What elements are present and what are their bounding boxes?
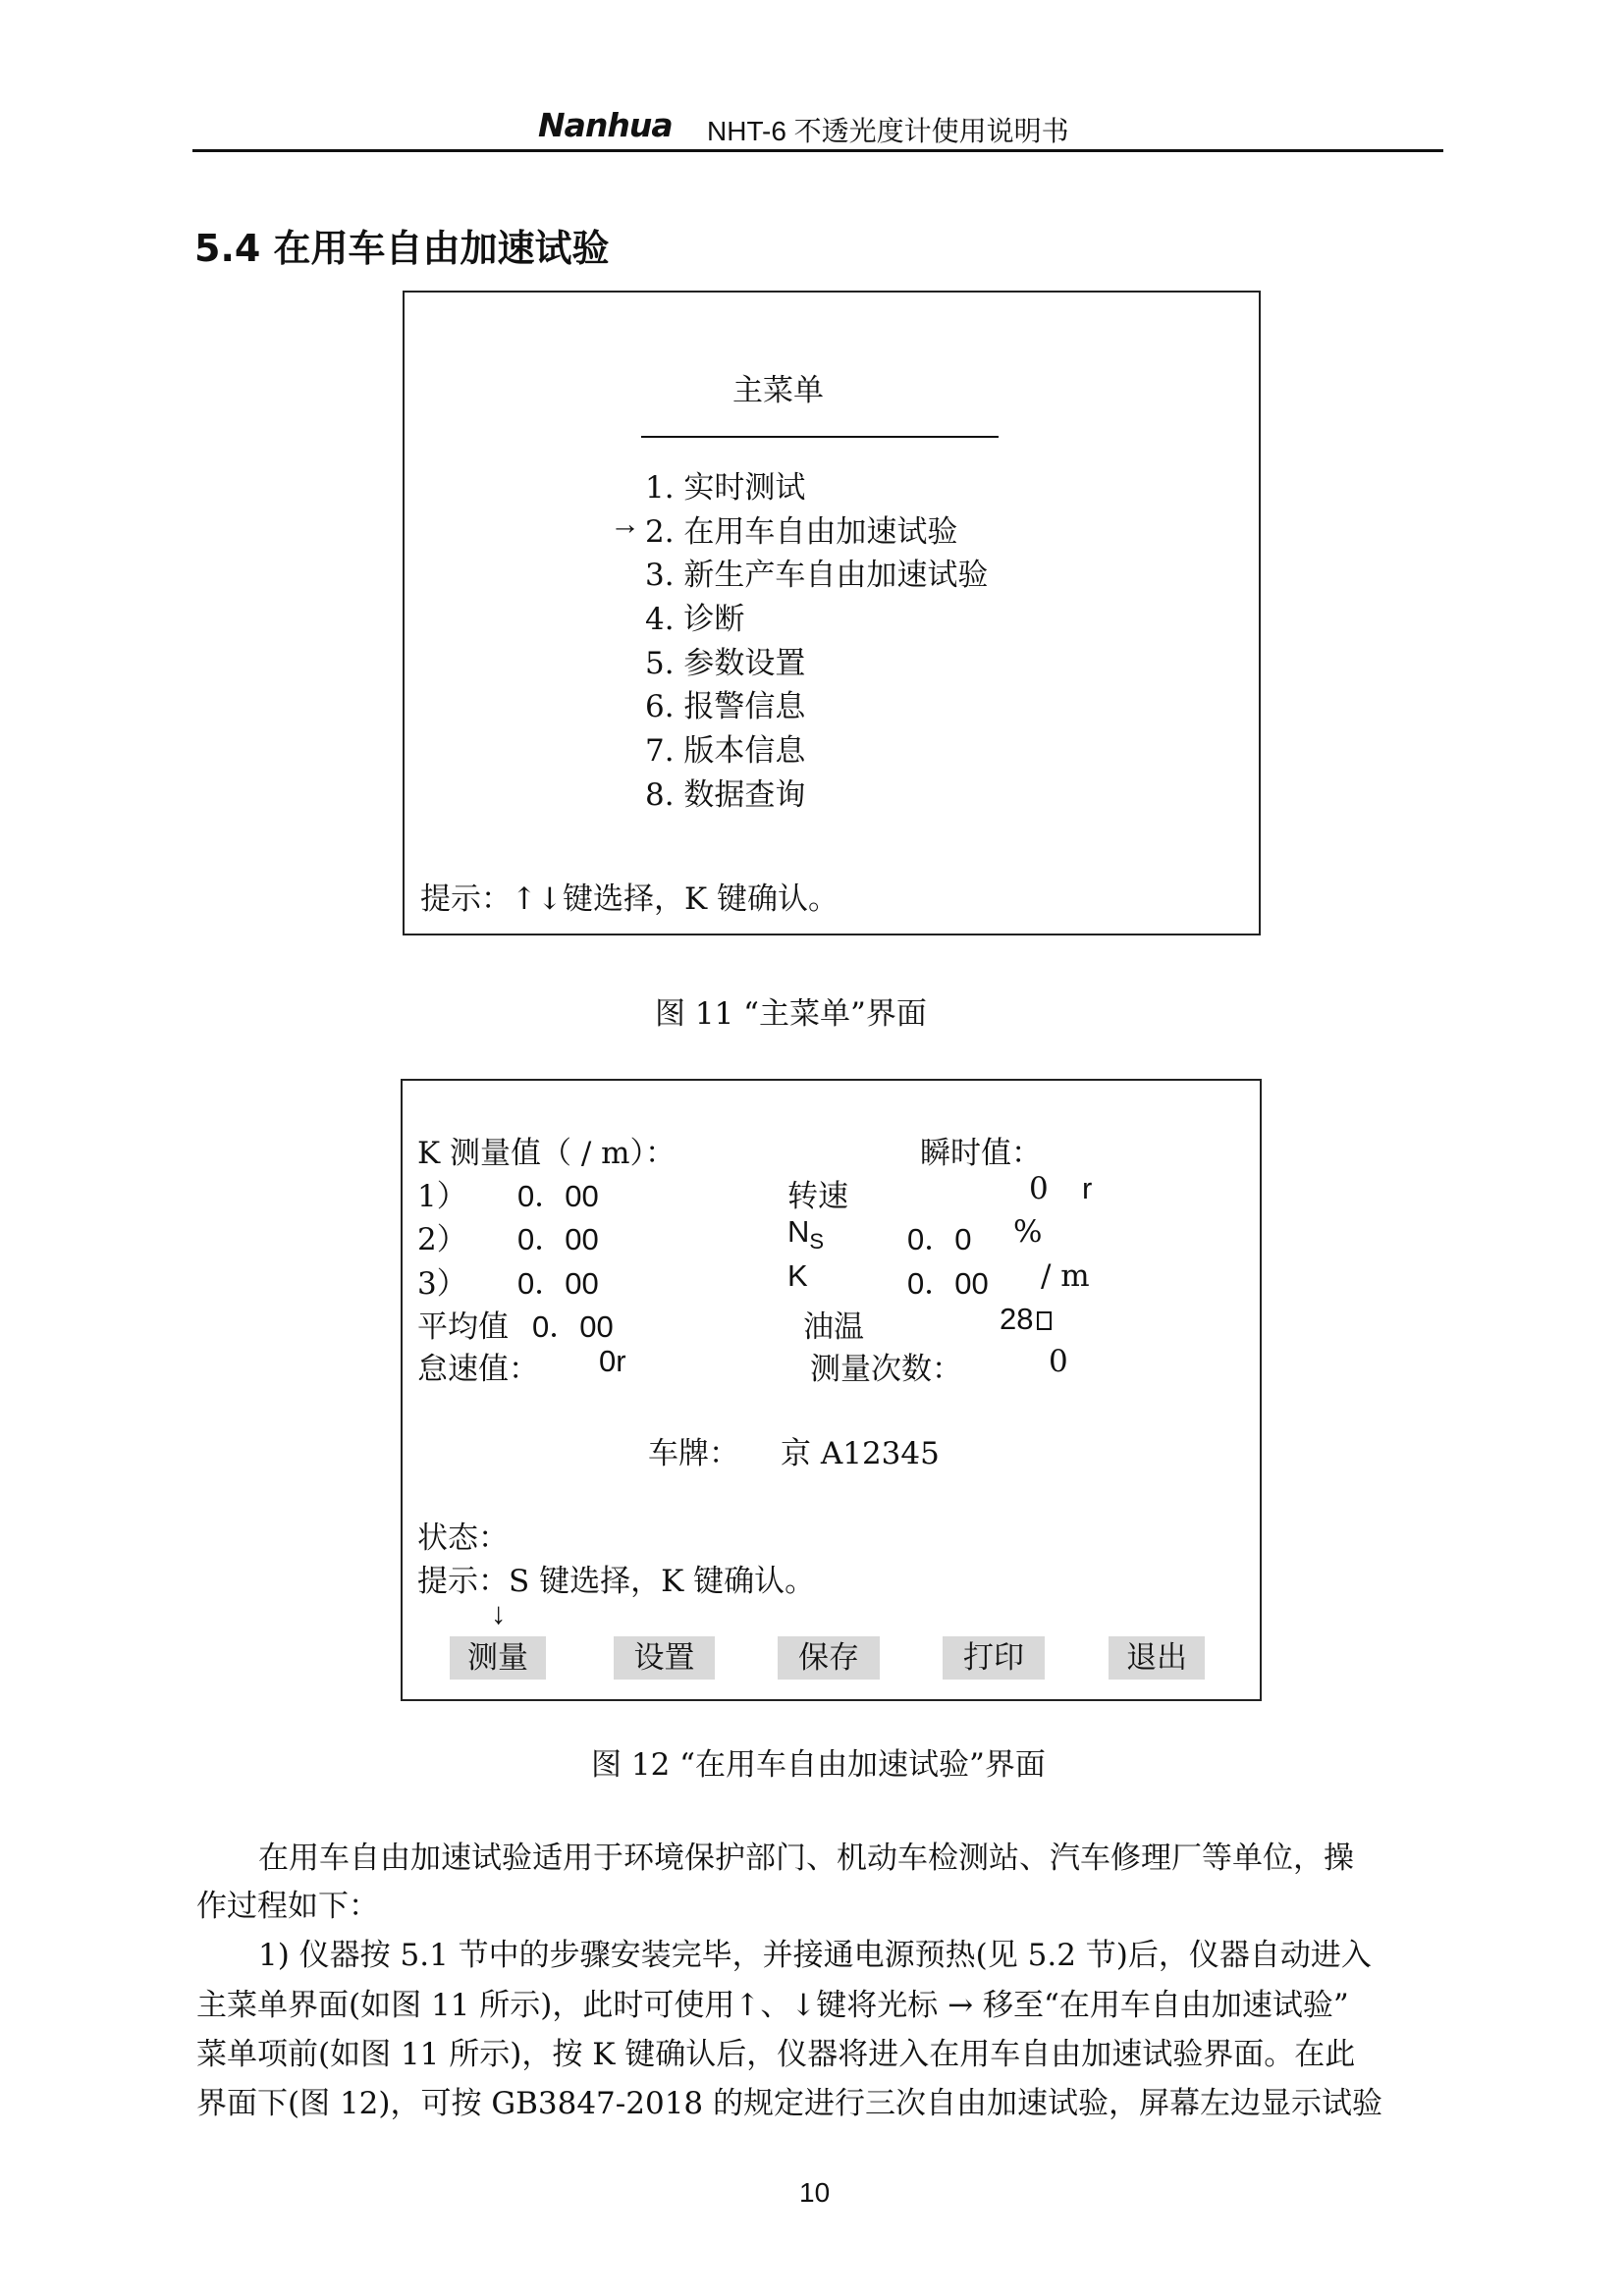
figure-11-caption: 图 11 “主菜单”界面 <box>655 996 927 1032</box>
idle-value: 0r <box>599 1344 626 1378</box>
k-inst-label: K <box>787 1258 808 1293</box>
main-menu-screen <box>403 291 1261 935</box>
idle-label: 怠速值： <box>417 1352 539 1387</box>
row-2-label: 2） <box>417 1222 467 1257</box>
body-line-2: 作过程如下： <box>196 1889 379 1924</box>
header-title: NHT-6 不透光度计使用说明书 <box>707 116 1069 146</box>
instant-label: 瞬时值： <box>920 1136 1042 1171</box>
header-rule <box>192 149 1443 152</box>
ns-label-main: N <box>787 1214 810 1249</box>
body-line-1: 在用车自由加速试验适用于环境保护部门、机动车检测站、汽车修理厂等单位，操 <box>258 1841 1354 1876</box>
measure-button[interactable]: 测量 <box>450 1636 546 1680</box>
save-button[interactable]: 保存 <box>778 1636 880 1680</box>
selection-arrow-icon: ↓ <box>491 1596 507 1630</box>
page-number: 10 <box>799 2177 831 2208</box>
row-1-value: 0．00 <box>517 1179 599 1213</box>
oil-temp-value: 28 <box>1000 1302 1034 1336</box>
menu-item-7[interactable]: 7. 版本信息 <box>645 733 806 769</box>
menu-item-5[interactable]: 5. 参数设置 <box>645 646 806 681</box>
oil-temp-label: 油温 <box>803 1309 864 1345</box>
menu-title-rule <box>641 436 999 438</box>
ns-value: 0．0 <box>907 1222 972 1256</box>
speed-label: 转速 <box>787 1179 848 1214</box>
speed-unit: r <box>1082 1171 1093 1205</box>
section-title: 5.4 在用车自由加速试验 <box>194 227 610 270</box>
status-label: 状态： <box>417 1521 509 1556</box>
row-3-label: 3） <box>417 1266 467 1302</box>
settings-button[interactable]: 设置 <box>614 1636 715 1680</box>
count-value: 0 <box>1049 1344 1068 1379</box>
ns-label-sub: S <box>809 1229 825 1255</box>
body-line-4: 主菜单界面(如图 11 所示)，此时可使用↑、↓键将光标 → 移至“在用车自由加速试验” <box>196 1988 1349 2023</box>
row-1-label: 1） <box>417 1179 467 1214</box>
free-accel-screen <box>401 1079 1262 1701</box>
menu-hint: 提示：↑↓键选择，K 键确认。 <box>420 881 839 917</box>
count-label: 测量次数： <box>810 1352 962 1387</box>
row-2-value: 0．00 <box>517 1222 599 1256</box>
plate-label: 车牌： <box>648 1436 739 1471</box>
k-measure-label: K 测量值（ / m）： <box>417 1136 677 1171</box>
menu-item-4[interactable]: 4. 诊断 <box>645 602 745 637</box>
body-line-5: 菜单项前(如图 11 所示)，按 K 键确认后，仪器将进入在用车自由加速试验界面。在此 <box>196 2037 1356 2072</box>
k-inst-unit: / m <box>1041 1258 1090 1294</box>
avg-value: 0．00 <box>532 1309 614 1344</box>
menu-item-2[interactable]: 2. 在用车自由加速试验 <box>645 514 958 550</box>
exit-button[interactable]: 退出 <box>1109 1636 1205 1680</box>
row-3-value: 0．00 <box>517 1266 599 1301</box>
test-hint: 提示：S 键选择，K 键确认。 <box>417 1564 816 1599</box>
figure-12-caption: 图 12 “在用车自由加速试验”界面 <box>591 1747 1046 1783</box>
menu-item-8[interactable]: 8. 数据查询 <box>645 777 806 813</box>
k-inst-value: 0．00 <box>907 1266 989 1301</box>
ns-label <box>787 1214 824 1255</box>
menu-item-1[interactable]: 1. 实时测试 <box>645 470 806 506</box>
unit-glyph-box-icon <box>1037 1311 1052 1330</box>
body-line-6: 界面下(图 12)，可按 GB3847-2018 的规定进行三次自由加速试验，屏幕左边显示试验 <box>196 2086 1382 2121</box>
ns-unit: % <box>1013 1214 1043 1250</box>
plate-value: 京 A12345 <box>781 1436 940 1471</box>
print-button[interactable]: 打印 <box>943 1636 1045 1680</box>
menu-cursor-arrow: → <box>610 507 640 541</box>
menu-item-6[interactable]: 6. 报警信息 <box>645 689 806 724</box>
menu-title: 主菜单 <box>732 373 824 408</box>
speed-value: 0 <box>1029 1171 1049 1206</box>
brand-logo: Nanhua <box>538 106 673 144</box>
avg-label: 平均值 <box>417 1309 509 1345</box>
body-line-3: 1) 仪器按 5.1 节中的步骤安装完毕，并接通电源预热(见 5.2 节)后，仪器自动进入 <box>258 1938 1372 1973</box>
menu-item-3[interactable]: 3. 新生产车自由加速试验 <box>645 558 989 593</box>
